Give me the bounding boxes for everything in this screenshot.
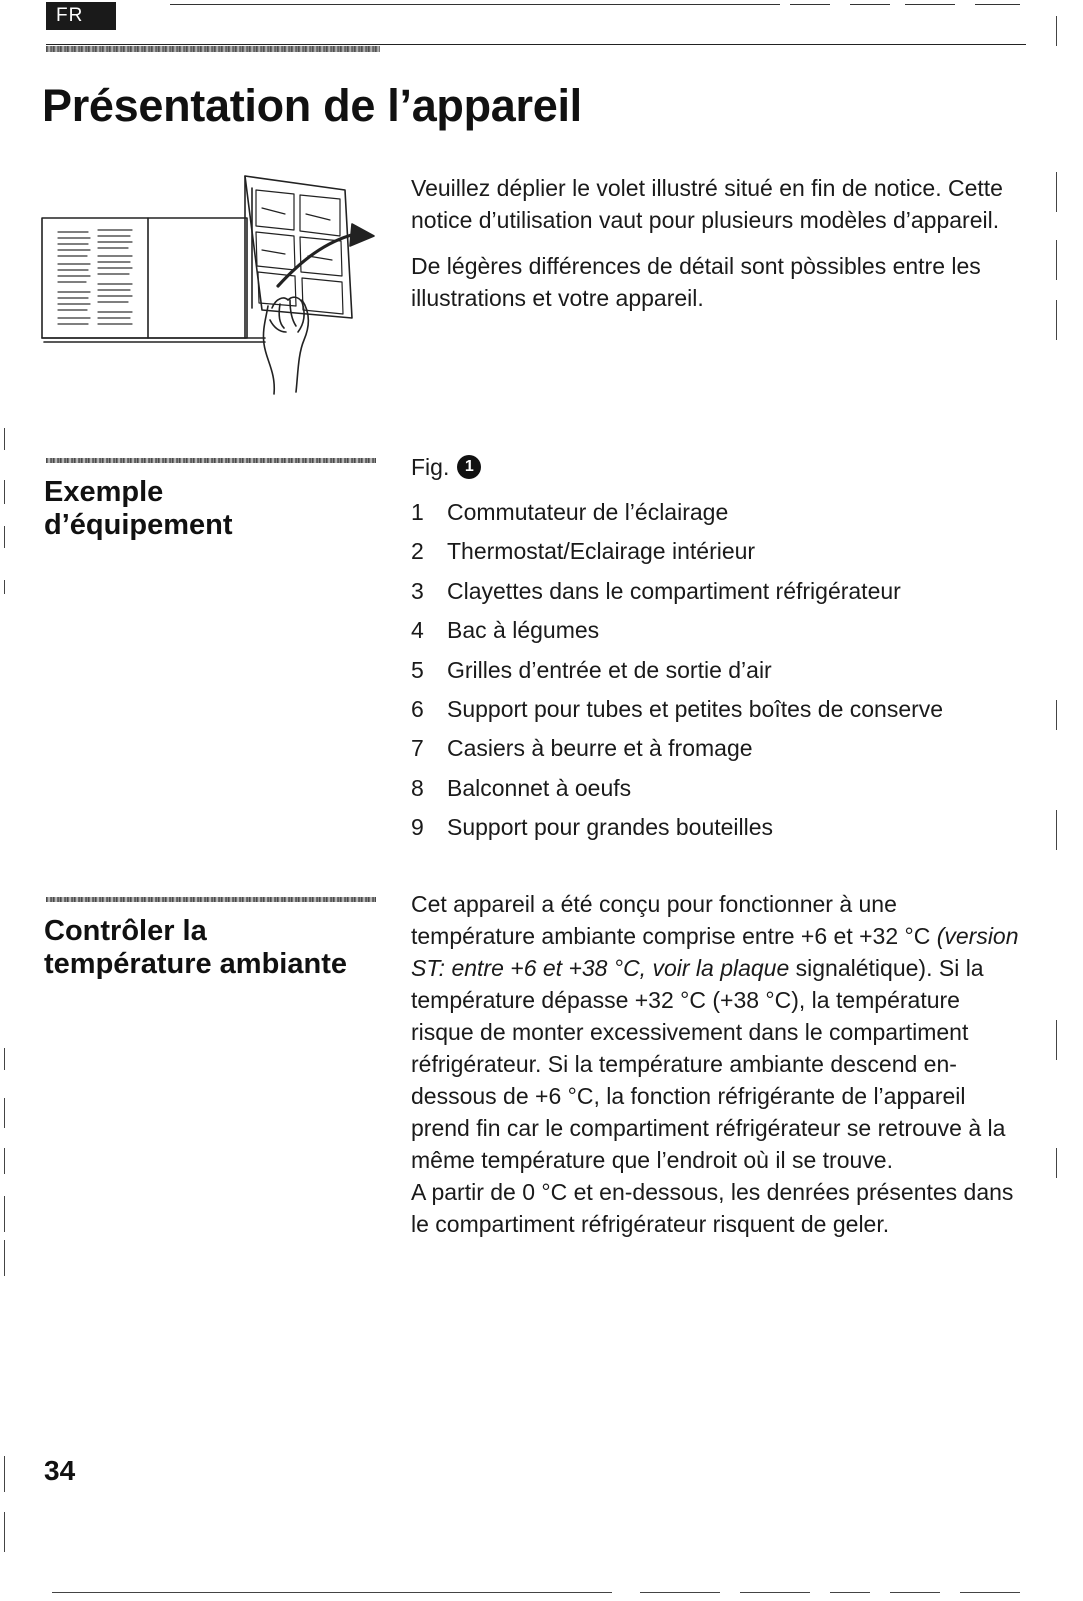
list-item [411, 575, 1051, 614]
margin-tick [1056, 240, 1057, 280]
margin-tick [4, 1456, 5, 1492]
margin-tick [4, 428, 5, 450]
margin-tick [4, 1098, 5, 1128]
item-number: 3 [411, 577, 424, 604]
ambient-temperature-text [411, 888, 1026, 1240]
item-label: Thermostat/Eclairage intérieur [447, 538, 756, 565]
heading-line: d’équipement [44, 509, 233, 541]
item-label: Bac à légumes [447, 617, 600, 644]
header-rule [46, 44, 1026, 45]
top-border-dash [170, 4, 780, 5]
list-item [411, 654, 1051, 693]
item-label: Support pour tubes et petites boîtes de conserve [447, 695, 944, 722]
margin-tick [4, 1048, 5, 1070]
list-item [411, 732, 1051, 771]
top-border-dash [975, 4, 1020, 5]
page-number: 34 [44, 1455, 76, 1486]
text-run: Cet appareil a été conçu pour fonctionner à une température ambiante comprise entre +6 et +32 °C [411, 891, 937, 949]
margin-tick [1056, 700, 1057, 730]
item-label: Grilles d’entrée et de sortie d’air [447, 656, 772, 683]
margin-tick [1056, 1020, 1057, 1060]
item-number: 5 [411, 656, 424, 683]
item-label: Casiers à beurre et à fromage [447, 735, 753, 762]
bottom-border-dash [830, 1592, 870, 1593]
bottom-border-dash [740, 1592, 810, 1593]
list-item [411, 693, 1051, 732]
item-number: 2 [411, 538, 424, 565]
list-item [411, 535, 1051, 574]
heading-line: Contrôler la [44, 915, 207, 947]
margin-tick [4, 1196, 5, 1232]
fold-out-illustration [40, 168, 390, 400]
margin-tick [1056, 16, 1057, 46]
fig-number-badge: 1 [457, 455, 481, 479]
text-run-italic: (version ST: entre +6 et +38 °C, voir la plaque [411, 923, 1019, 981]
header-band [46, 46, 380, 52]
ambient-paragraph: A partir de 0 °C et en-dessous, les denrées présentes dans le compartiment réfrigérateur risquent de geler. [411, 1179, 1014, 1237]
margin-tick [4, 526, 5, 548]
list-item [411, 772, 1051, 811]
margin-tick [1056, 172, 1057, 212]
item-label: Commutateur de l’éclairage [447, 499, 729, 525]
top-border-dash [905, 4, 955, 5]
section-rule [46, 458, 376, 463]
bottom-border-dash [960, 1592, 1020, 1593]
item-number: 9 [411, 814, 424, 841]
list-item [411, 496, 1051, 535]
item-number: 6 [411, 695, 424, 722]
language-badge: FR [46, 2, 116, 30]
parts-list [411, 496, 1051, 851]
margin-tick [1056, 300, 1057, 340]
item-number: 7 [411, 735, 424, 762]
bottom-border-dash [890, 1592, 940, 1593]
margin-tick [4, 1240, 5, 1276]
margin-tick [4, 1512, 5, 1552]
text-run: signalétique). Si la température dépasse +32 °C (+38 °C), la température risque de monter excessivement dans le compartiment réfrigérateur. Si la température ambiante descend en-dessous de +6 °C, la fonction réfrigérante de l’appareil prend fin car le compartiment réfrigérateur se retrouve à la même température que l’endroit où il se trouve. [411, 955, 1006, 1173]
item-label: Balconnet à oeufs [447, 774, 632, 801]
list-item [411, 811, 1051, 850]
item-label: Support pour grandes bouteilles [447, 814, 774, 841]
margin-tick [4, 1148, 5, 1174]
bottom-border-dash [640, 1592, 720, 1593]
item-label: Clayettes dans le compartiment réfrigérateur [447, 577, 901, 604]
page-title: Présentation de l’appareil [42, 80, 582, 131]
intro-paragraph: Veuillez déplier le volet illustré situé en fin de notice. Cette notice d’utilisation vaut pour plusieurs modèles d’appareil. [411, 175, 1003, 233]
item-number: 8 [411, 774, 424, 801]
top-border-dash [850, 4, 890, 5]
margin-tick [4, 480, 5, 504]
section-heading-ambient-temperature [44, 915, 384, 981]
item-number: 4 [411, 617, 424, 644]
margin-tick [1056, 810, 1057, 850]
ambient-paragraph [411, 888, 1026, 1176]
heading-line: température ambiante [44, 948, 347, 980]
margin-tick [1056, 1148, 1057, 1178]
list-item [411, 614, 1051, 653]
intro-paragraph: De légères différences de détail sont pòssibles entre les illustrations et votre appareil. [411, 253, 981, 311]
fig-label-text: Fig. [411, 454, 450, 480]
heading-line: Exemple [44, 476, 164, 508]
bottom-border-dash [52, 1592, 612, 1593]
margin-tick [4, 580, 5, 594]
top-border-dash [790, 4, 830, 5]
item-number: 1 [411, 499, 424, 525]
section-rule [46, 897, 376, 902]
intro-text [411, 172, 1041, 328]
figure-reference [411, 452, 481, 482]
section-heading-equipment [44, 476, 384, 542]
